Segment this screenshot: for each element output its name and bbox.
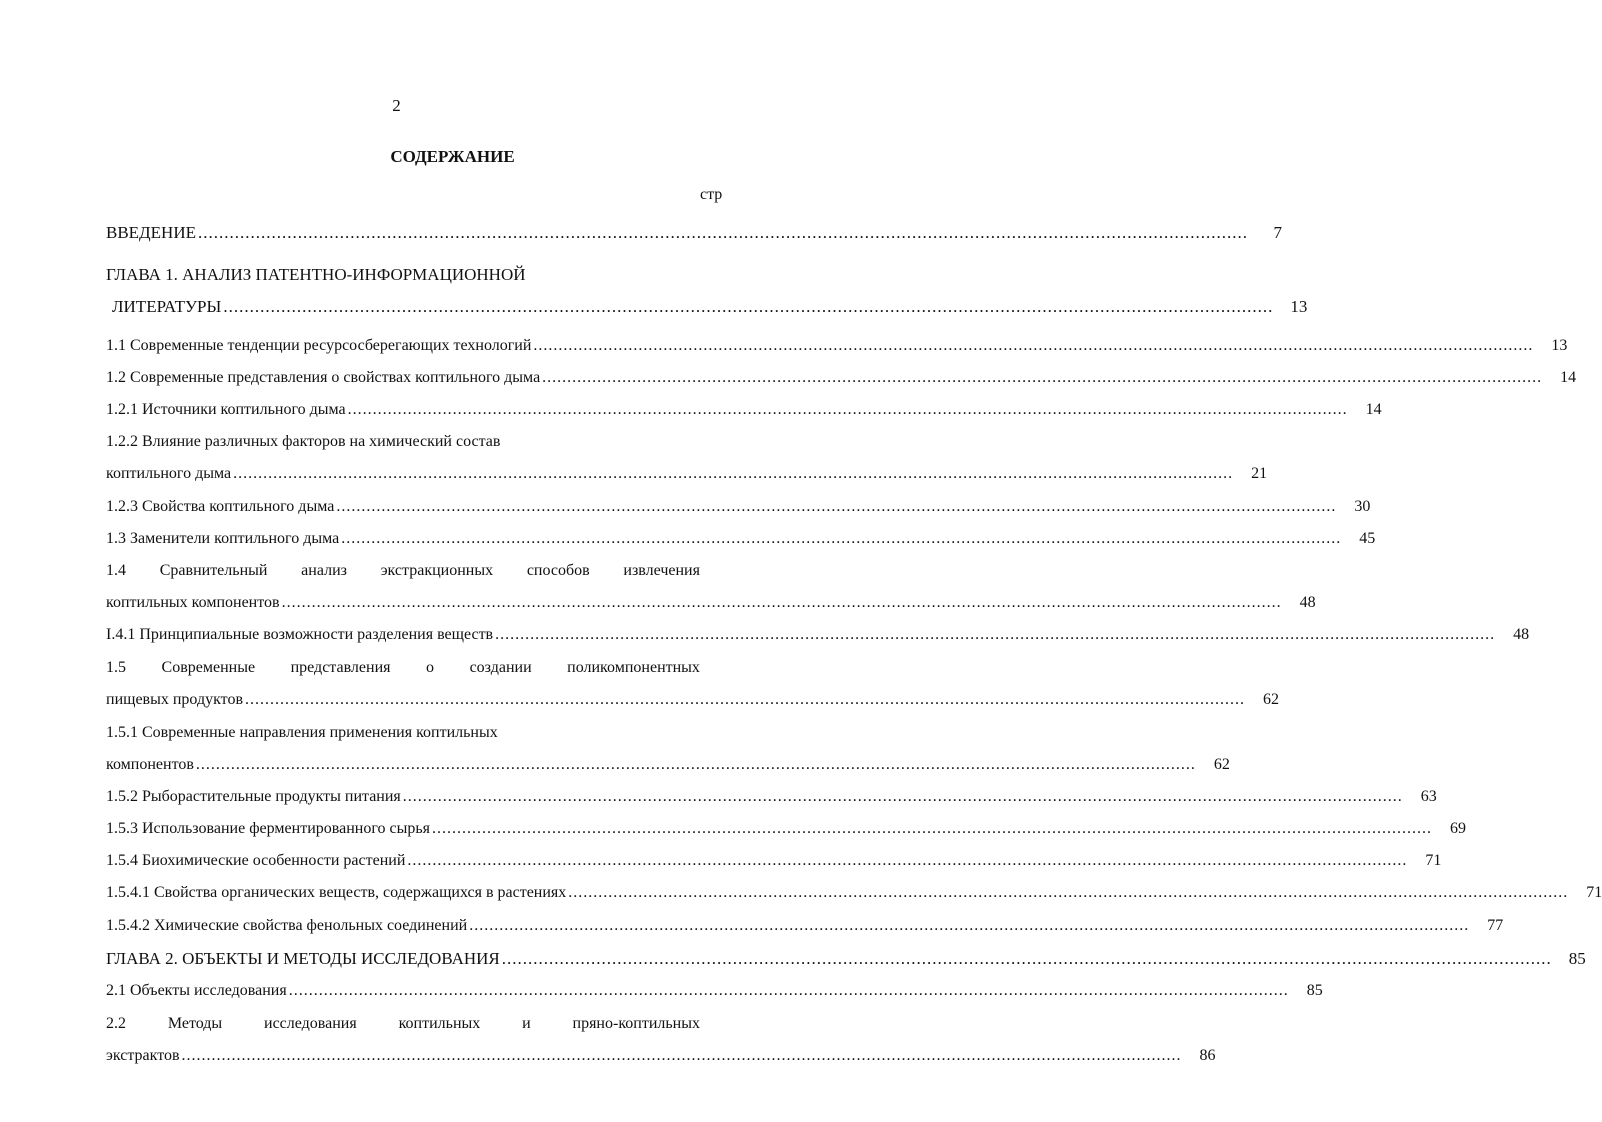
dot-leader: ........................................................................................................................................................................................................	[288, 982, 1289, 999]
toc-entry	[106, 337, 1568, 361]
toc-entry-page: 48	[1513, 626, 1530, 643]
toc-entry-text: 1.5.4.2 Химические свойства фенольных соединений	[106, 917, 468, 934]
toc-word: 2.2	[106, 1015, 126, 1032]
toc-entry	[106, 949, 1586, 973]
toc-entry-page: 85	[1306, 982, 1323, 999]
toc-word: исследования	[264, 1015, 357, 1032]
toc-entry	[106, 401, 1382, 425]
toc-entry-page: 45	[1359, 530, 1376, 547]
toc-word: способов	[526, 562, 590, 579]
dot-leader: ........................................................................................................................................................................................................	[181, 1047, 1182, 1064]
toc-entry	[106, 982, 1323, 1006]
toc-entry-text: 1.3 Заменители коптильного дыма	[106, 530, 340, 547]
toc-entry	[106, 223, 1282, 247]
dot-leader: ........................................................................................................................................................................................................	[347, 401, 1348, 418]
toc-entry-line1: ГЛАВА 1. АНАЛИЗ ПАТЕНТНО-ИНФОРМАЦИОННОЙ	[106, 265, 526, 284]
toc-entry-text: 1.5.3 Использование ферментированного сырья	[106, 820, 430, 837]
dot-leader: ........................................................................................................................................................................................................	[223, 297, 1274, 316]
toc-word: создании	[469, 659, 532, 676]
toc-entry-page: 14	[1560, 369, 1577, 386]
toc-entry-text: 1.2.3 Свойства коптильного дыма	[106, 498, 335, 515]
toc-word: Сравнительный	[159, 562, 268, 579]
toc-entry-text: 1.5.2 Рыборастительные продукты питания	[106, 788, 401, 805]
toc-entry-line1: 1.5.1 Современные направления применения коптильных	[106, 724, 498, 741]
toc-entry	[106, 917, 1504, 941]
toc-entry-text: экстрактов	[106, 1047, 180, 1064]
toc-word: о	[426, 659, 435, 676]
toc-entry-page: 13	[1290, 297, 1308, 316]
toc-entry-page: 21	[1251, 465, 1268, 482]
toc-entry-text: коптильного дыма	[106, 465, 232, 482]
toc-entry	[106, 852, 1442, 876]
toc-entry-text: ЛИТЕРАТУРЫ	[112, 297, 222, 316]
page-column-label: стр	[700, 186, 723, 203]
toc-entry-text: I.4.1 Принципиальные возможности разделения веществ	[106, 626, 494, 643]
toc-entry-page: 48	[1299, 594, 1316, 611]
toc-entry-text: 1.1 Современные тенденции ресурсосберегающих технологий	[106, 337, 532, 354]
toc-word: экстракционных	[380, 562, 494, 579]
dot-leader: ........................................................................................................................................................................................................	[568, 884, 1569, 901]
toc-entry	[106, 1047, 1216, 1071]
toc-word: пряно-коптильных	[572, 1015, 700, 1032]
toc-entry-page: 71	[1425, 852, 1442, 869]
toc-word: Современные	[161, 659, 256, 676]
toc-entry-page: 62	[1263, 691, 1279, 708]
dot-leader: ........................................................................................................................................................................................................	[341, 530, 1342, 547]
toc-word: 1.4	[106, 562, 126, 579]
dot-leader: ........................................................................................................................................................................................................	[197, 223, 1248, 242]
toc-entry-line1: 1.2.2 Влияние различных факторов на химический состав	[106, 433, 501, 450]
toc-entry	[112, 297, 1308, 321]
toc-entry	[106, 756, 1230, 780]
toc-entry-text: 2.1 Объекты исследования	[106, 982, 287, 999]
toc-entry-line1	[106, 659, 700, 677]
toc-entry	[106, 626, 1530, 650]
toc-entry-text: компонентов	[106, 756, 194, 773]
dot-leader: ........................................................................................................................................................................................................	[469, 917, 1470, 934]
toc-entry	[106, 884, 1602, 908]
dot-leader: ........................................................................................................................................................................................................	[501, 949, 1552, 968]
toc-entry-text: ГЛАВА 2. ОБЪЕКТЫ И МЕТОДЫ ИССЛЕДОВАНИЯ	[106, 949, 500, 968]
toc-word: представления	[290, 659, 391, 676]
toc-entry-page: 63	[1420, 788, 1437, 805]
dot-leader: ........................................................................................................................................................................................................	[495, 626, 1496, 643]
page-title: СОДЕРЖАНИЕ	[390, 147, 515, 166]
toc-entry-page: 86	[1199, 1047, 1216, 1064]
toc-entry-page: 77	[1487, 917, 1504, 934]
dot-leader: ........................................................................................................................................................................................................	[281, 594, 1282, 611]
toc-entry-text: 1.5.4 Биохимические особенности растений	[106, 852, 406, 869]
toc-entry-page: 30	[1354, 498, 1371, 515]
toc-entry-line1	[106, 1015, 700, 1033]
toc-entry-line1	[106, 562, 700, 580]
page-number: 2	[392, 96, 401, 115]
dot-leader: ........................................................................................................................................................................................................	[233, 465, 1234, 482]
toc-word: коптильных	[398, 1015, 481, 1032]
toc-entry	[106, 594, 1316, 618]
toc-entry	[106, 369, 1577, 393]
toc-entry-page: 85	[1568, 949, 1586, 968]
toc-entry-page: 13	[1551, 337, 1568, 354]
toc-word: Методы	[167, 1015, 223, 1032]
toc-word: 1.5	[106, 659, 126, 676]
toc-entry-page: 69	[1450, 820, 1466, 837]
toc-entry	[106, 498, 1371, 522]
dot-leader: ........................................................................................................................................................................................................	[407, 852, 1408, 869]
toc-word: анализ	[301, 562, 347, 579]
dot-leader: ........................................................................................................................................................................................................	[542, 369, 1543, 386]
toc-entry	[106, 691, 1279, 715]
toc-word: и	[522, 1015, 531, 1032]
toc-entry-text: коптильных компонентов	[106, 594, 280, 611]
dot-leader: ........................................................................................................................................................................................................	[533, 337, 1534, 354]
toc-entry-page: 14	[1365, 401, 1382, 418]
toc-entry-text: ВВЕДЕНИЕ	[106, 223, 196, 242]
dot-leader: ........................................................................................................................................................................................................	[432, 820, 1432, 837]
dot-leader: ........................................................................................................................................................................................................	[245, 691, 1245, 708]
dot-leader: ........................................................................................................................................................................................................	[336, 498, 1337, 515]
toc-entry-page: 71	[1586, 884, 1602, 901]
dot-leader: ........................................................................................................................................................................................................	[195, 756, 1196, 773]
dot-leader: ........................................................................................................................................................................................................	[402, 788, 1403, 805]
toc-entry	[106, 530, 1376, 554]
toc-word: извлечения	[623, 562, 700, 579]
toc-entry-text: 1.2.1 Источники коптильного дыма	[106, 401, 346, 418]
toc-entry-text: 1.2 Современные представления о свойствах коптильного дыма	[106, 369, 541, 386]
toc-entry-page: 7	[1273, 223, 1282, 242]
toc-entry	[106, 820, 1466, 844]
toc-entry-page: 62	[1213, 756, 1230, 773]
toc-entry	[106, 788, 1437, 812]
toc-entry-text: пищевых продуктов	[106, 691, 243, 708]
toc-entry-text: 1.5.4.1 Свойства органических веществ, содержащихся в растениях	[106, 884, 567, 901]
toc-entry	[106, 465, 1268, 489]
toc-word: поликомпонентных	[567, 659, 700, 676]
